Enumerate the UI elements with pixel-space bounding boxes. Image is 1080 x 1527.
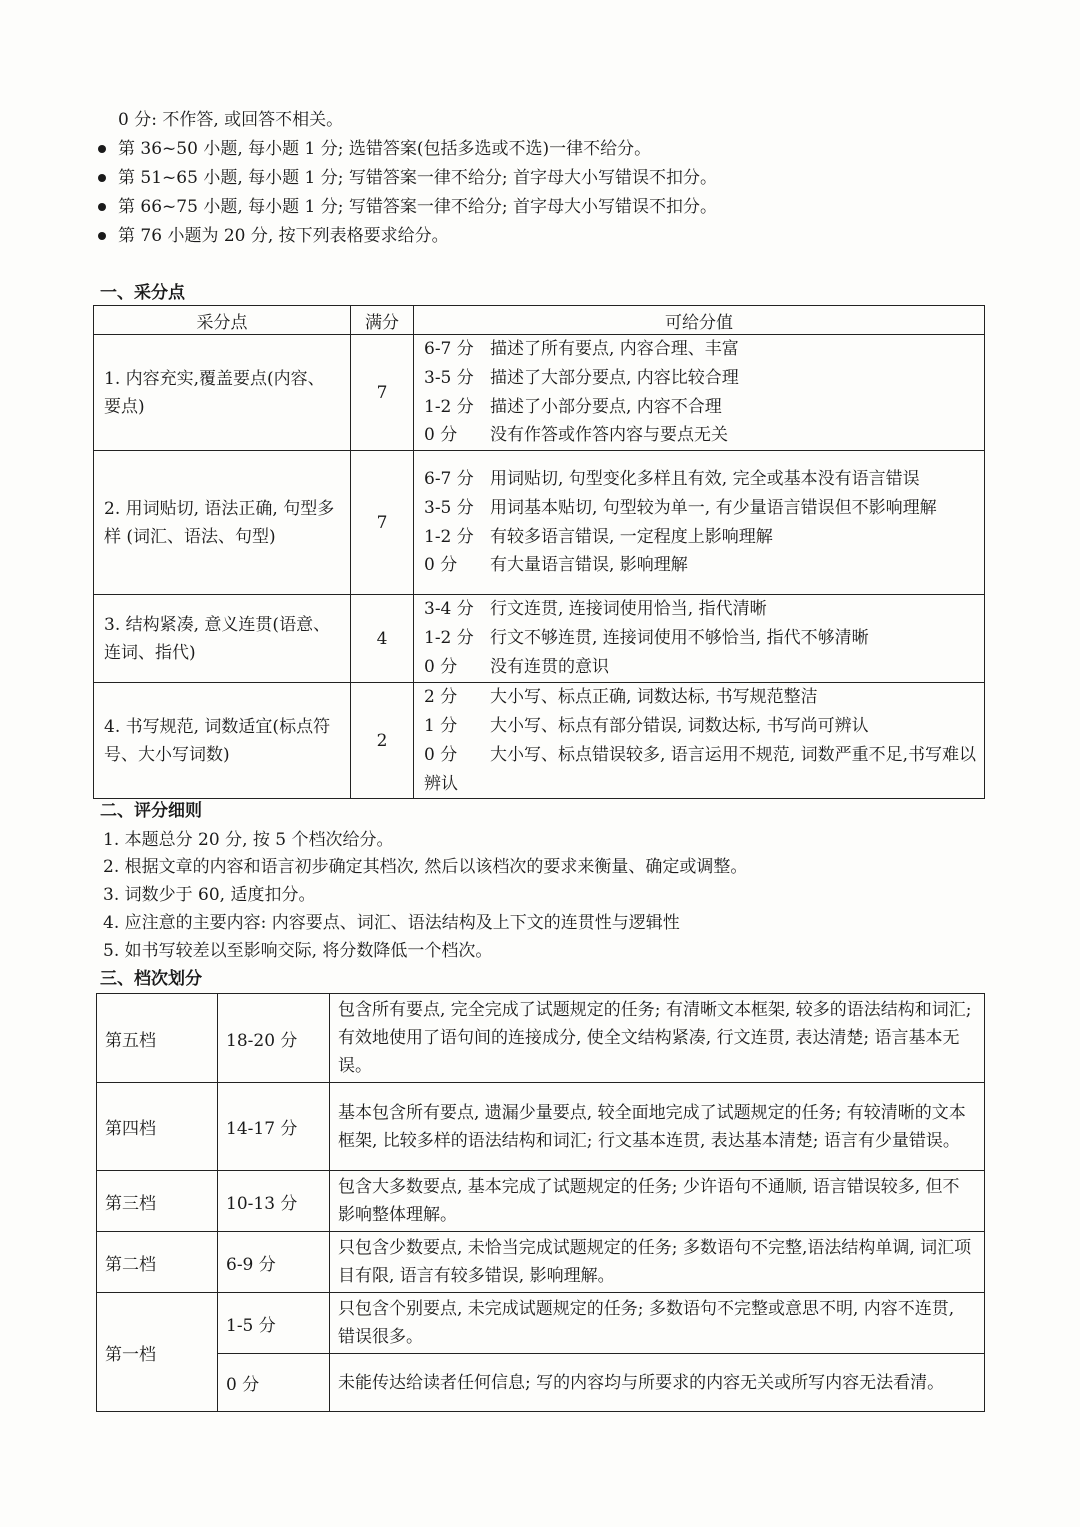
criterion-cell: 2. 用词贴切, 语法正确, 句型多样 (词汇、语法、句型) bbox=[94, 451, 351, 595]
column-header: 可给分值 bbox=[414, 306, 985, 335]
rule-item: 5. 如书写较差以至影响交际, 将分数降低一个档次。 bbox=[103, 941, 493, 961]
table-row bbox=[97, 1232, 985, 1293]
score-level: 3-4 分 行文连贯, 连接词使用恰当, 指代清晰 bbox=[424, 599, 767, 620]
section3-title: 三、档次划分 bbox=[100, 969, 202, 989]
score-level: 6-7 分 描述了所有要点, 内容合理、丰富 bbox=[424, 339, 739, 359]
grade-desc-cell: 只包含个别要点, 未完成试题规定的任务; 多数语句不完整或意思不明, 内容不连贯, 错误很多。 bbox=[330, 1293, 985, 1354]
scoring-table bbox=[93, 305, 985, 799]
bullet-text: 第 76 小题为 20 分, 按下列表格要求给分。 bbox=[118, 226, 449, 246]
section2-title: 二、评分细则 bbox=[100, 801, 202, 821]
score-level: 0 分 没有作答或作答内容与要点无关 bbox=[424, 425, 728, 446]
bullet-icon bbox=[98, 203, 106, 211]
score-level: 6-7 分 用词贴切, 句型变化多样且有效, 完全或基本没有语言错误 bbox=[424, 469, 920, 490]
bullet-text: 第 51~65 小题, 每小题 1 分; 写错答案一律不给分; 首字母大小写错误不扣分。 bbox=[118, 168, 718, 188]
table-row bbox=[97, 1171, 985, 1232]
full-score-cell: 4 bbox=[351, 595, 414, 683]
column-header: 采分点 bbox=[94, 306, 351, 335]
score-level: 0 分 没有连贯的意识 bbox=[424, 657, 609, 678]
grade-range-cell: 18-20 分 bbox=[218, 994, 330, 1083]
bullet-text: 第 66~75 小题, 每小题 1 分; 写错答案一律不给分; 首字母大小写错误不扣分。 bbox=[118, 197, 718, 217]
grade-range-cell: 6-9 分 bbox=[218, 1232, 330, 1293]
rule-item: 3. 词数少于 60, 适度扣分。 bbox=[103, 885, 316, 905]
score-level: 3-5 分 用词基本贴切, 句型较为单一, 有少量语言错误但不影响理解 bbox=[424, 497, 937, 518]
rule-item: 4. 应注意的主要内容: 内容要点、词汇、语法结构及上下文的连贯性与逻辑性 bbox=[103, 913, 680, 933]
score-level: 1-2 分 描述了小部分要点, 内容不合理 bbox=[424, 396, 722, 417]
bullet-item bbox=[98, 166, 717, 190]
score-levels-cell bbox=[414, 335, 985, 451]
table-row bbox=[97, 1293, 985, 1354]
grade-table bbox=[96, 993, 985, 1412]
bullet-item bbox=[98, 195, 717, 219]
zero-score-line: 0 分: 不作答, 或回答不相关。 bbox=[118, 110, 344, 130]
bullet-text: 第 36~50 小题, 每小题 1 分; 选错答案(包括多选或不选)一律不给分。 bbox=[118, 139, 652, 159]
grade-name-cell: 第三档 bbox=[97, 1171, 218, 1232]
rule-item: 1. 本题总分 20 分, 按 5 个档次给分。 bbox=[103, 830, 394, 850]
rule-item: 2. 根据文章的内容和语言初步确定其档次, 然后以该档次的要求来衡量、确定或调整。 bbox=[103, 857, 748, 877]
score-levels-cell bbox=[414, 595, 985, 683]
grade-desc-cell: 只包含少数要点, 未恰当完成试题规定的任务; 多数语句不完整,语法结构单调, 词汇项目有限, 语言有较多错误, 影响理解。 bbox=[330, 1232, 985, 1293]
bullet-item bbox=[98, 137, 651, 161]
bullet-item bbox=[98, 224, 449, 248]
full-score-cell: 2 bbox=[351, 683, 414, 799]
table-row bbox=[97, 1354, 985, 1412]
score-level: 0 分 大小写、标点错误较多, 语言运用不规范, 词数严重不足,书写难以辨认 bbox=[424, 744, 977, 794]
grade-desc-cell: 包含大多数要点, 基本完成了试题规定的任务; 少许语句不通顺, 语言错误较多, 但不影响整体理解。 bbox=[330, 1171, 985, 1232]
score-level: 1 分 大小写、标点有部分错误, 词数达标, 书写尚可辨认 bbox=[424, 715, 869, 736]
criterion-cell: 4. 书写规范, 词数适宜(标点符号、大小写词数) bbox=[94, 683, 351, 799]
criterion-cell: 3. 结构紧凑, 意义连贯(语意、连词、指代) bbox=[94, 595, 351, 683]
table-row bbox=[97, 994, 985, 1083]
criterion-cell: 1. 内容充实,覆盖要点(内容、要点) bbox=[94, 335, 351, 451]
bullet-icon bbox=[98, 232, 106, 240]
score-level: 2 分 大小写、标点正确, 词数达标, 书写规范整洁 bbox=[424, 687, 818, 708]
grade-desc-cell: 未能传达给读者任何信息; 写的内容均与所要求的内容无关或所写内容无法看清。 bbox=[330, 1354, 985, 1412]
score-level: 0 分 有大量语言错误, 影响理解 bbox=[424, 555, 688, 576]
bullet-icon bbox=[98, 145, 106, 153]
full-score-cell: 7 bbox=[351, 335, 414, 451]
table-row bbox=[94, 683, 985, 799]
grade-range-cell: 14-17 分 bbox=[218, 1083, 330, 1171]
grade-name-cell: 第一档 bbox=[97, 1293, 218, 1412]
score-level: 3-5 分 描述了大部分要点, 内容比较合理 bbox=[424, 367, 739, 388]
grade-name-cell: 第二档 bbox=[97, 1232, 218, 1293]
section1-title: 一、采分点 bbox=[100, 283, 185, 303]
grade-range-cell: 1-5 分 bbox=[218, 1293, 330, 1354]
table-row bbox=[94, 335, 985, 451]
table-header-row bbox=[94, 306, 985, 335]
full-score-cell: 7 bbox=[351, 451, 414, 595]
table-row bbox=[97, 1083, 985, 1171]
score-level: 1-2 分 有较多语言错误, 一定程度上影响理解 bbox=[424, 526, 773, 547]
bullet-icon bbox=[98, 174, 106, 182]
score-levels-cell bbox=[414, 451, 985, 595]
grade-desc-cell: 包含所有要点, 完全完成了试题规定的任务; 有清晰文本框架, 较多的语法结构和词汇; 有效地使用了语句间的连接成分, 使全文结构紧凑, 行文连贯, 表达清楚; 语言基本无误。 bbox=[330, 994, 985, 1083]
grade-name-cell: 第四档 bbox=[97, 1083, 218, 1171]
table-row bbox=[94, 595, 985, 683]
grade-name-cell: 第五档 bbox=[97, 994, 218, 1083]
grade-desc-cell: 基本包含所有要点, 遗漏少量要点, 较全面地完成了试题规定的任务; 有较清晰的文本框架, 比较多样的语法结构和词汇; 行文基本连贯, 表达基本清楚; 语言有少量错误。 bbox=[330, 1083, 985, 1171]
column-header: 满分 bbox=[351, 306, 414, 335]
score-level: 1-2 分 行文不够连贯, 连接词使用不够恰当, 指代不够清晰 bbox=[424, 628, 869, 649]
grade-range-cell: 0 分 bbox=[218, 1354, 330, 1412]
table-row bbox=[94, 451, 985, 595]
score-levels-cell bbox=[414, 683, 985, 799]
grade-range-cell: 10-13 分 bbox=[218, 1171, 330, 1232]
